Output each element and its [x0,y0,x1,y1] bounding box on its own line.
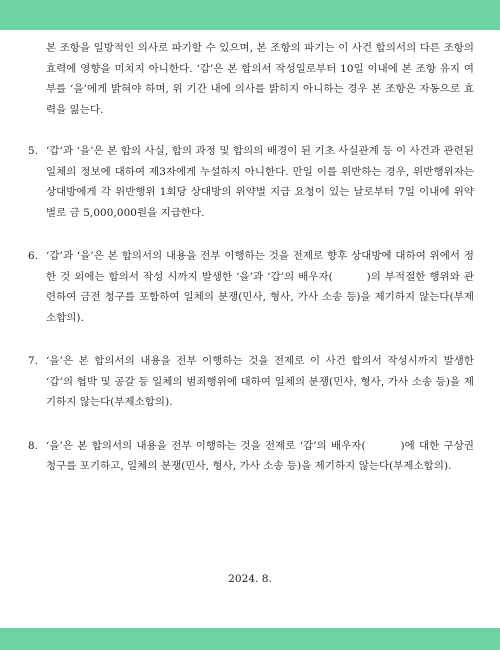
paragraph-text: ‘갑’과 ‘을’은 본 합의서의 내용을 전부 이행하는 것을 전제로 향후 상대방에 대하여 위에서 정한 것 외에는 합의서 작성 시까지 발생한 ‘을’과 ‘갑’의 배우자( )의 부적절한 행위와 관련하여 금전 청구를 포함하여 일체의 분쟁(민사, 형사, 가사 소송 등)을 제기하지 않는다(부제소합의). [46,250,474,324]
paragraph-5 [28,141,474,223]
document-date: 2024. 8. [228,573,272,585]
paragraph-number: 8. [28,439,39,452]
paragraph-8 [28,436,474,477]
top-accent-bar [0,0,500,30]
bottom-accent-bar [0,628,500,650]
paragraph-number: 6. [28,250,39,262]
paragraph-text: ‘갑’과 ‘을’은 본 합의 사실, 합의 과정 및 합의의 배경이 된 기초 사실관계 등 이 사건과 관련된 일체의 정보에 대하여 제3자에게 누설하지 아니한다. 만일 이를 위반하는 경우, 위반행위자는 상대방에게 각 위반행위 1회당 상대방의 위약벌 지급 요청이 있는 날로부터 7일 이내에 위약벌로 금 5,000,000원을 지급한다. [46,145,474,219]
document-body [28,38,474,499]
paragraph-6 [28,246,474,328]
paragraph-continuation [28,38,474,120]
paragraph-number: 5. [28,145,39,157]
paragraph-text: ‘을’은 본 합의서의 내용을 전부 이행하는 것을 전제로 이 사건 합의서 작성시까지 발생한 ‘갑’의 협박 및 공갈 등 일체의 범죄행위에 대하여 일체의 분쟁(민사, 형사, 가사 소송 등)을 제기하지 않는다(부제소합의). [46,355,474,408]
paragraph-text: ‘을’은 본 합의서의 내용을 전부 이행하는 것을 전제로 ‘갑’의 배우자( )에 대한 구상권 청구를 포기하고, 일체의 분쟁(민사, 형사, 가사 소송 등)을 제기하지 않는다(부제소합의). [46,439,474,472]
paragraph-number: 7. [28,355,39,367]
paragraph-text: 본 조항을 일방적인 의사로 파기할 수 있으며, 본 조항의 파기는 이 사건 합의서의 다른 조항의 효력에 영향을 미치지 아니한다. ‘갑’은 본 합의서 작성일로부터 10일 이내에 본 조항 유지 여부를 ‘을’에게 밝혀야 하며, 위 기간 내에 의사를 밝히지 아니하는 경우 본 조항은 자동으로 효력을 잃는다. [46,42,474,116]
paragraph-7 [28,351,474,413]
